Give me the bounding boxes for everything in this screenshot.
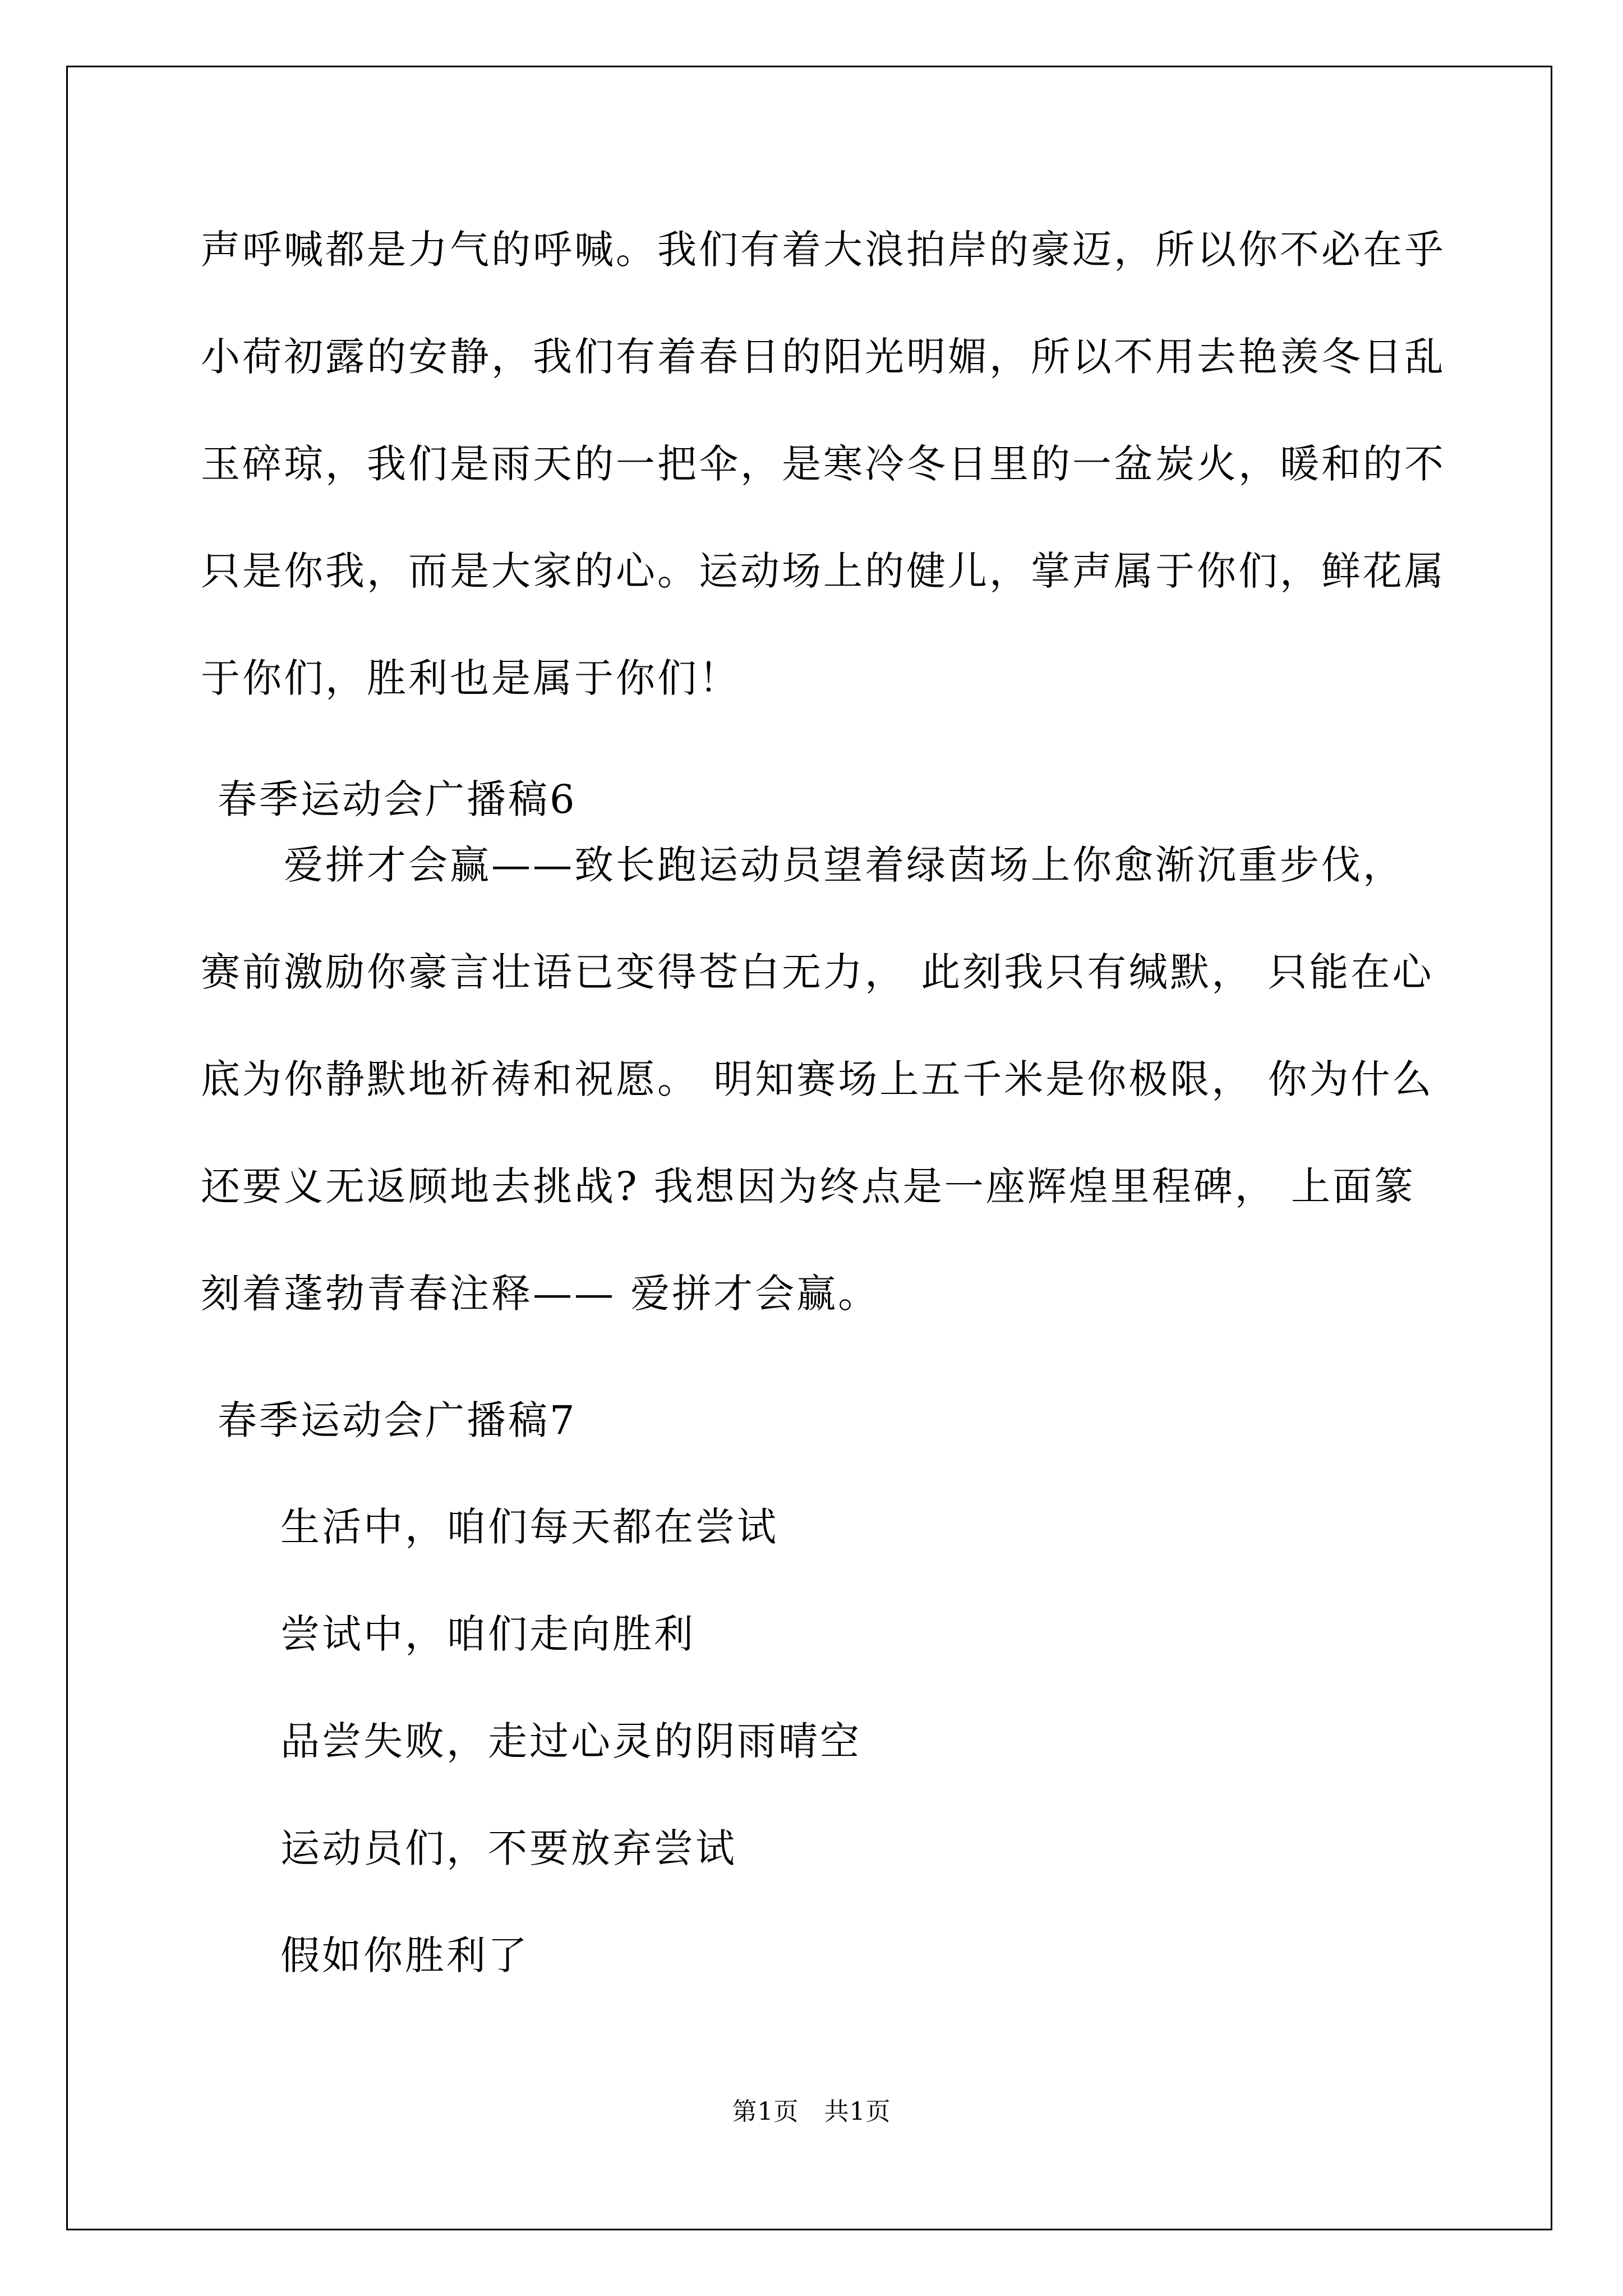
page-number-footer: 第1页 共1页 (732, 2097, 891, 2126)
text-line: 玉碎琼，我们是雨天的一把伞，是寒冷冬日里的一盆炭火，暖和的不 (201, 441, 1446, 487)
text-line: 赛前激励你豪言壮语已变得苍白无力， 此刻我只有缄默， 只能在心 (201, 949, 1434, 995)
poem-line: 品尝失败，走过心灵的阴雨晴空 (280, 1718, 861, 1764)
text-line: 还要义无返顾地去挑战? 我想因为终点是一座辉煌里程碑， 上面篆 (201, 1163, 1416, 1209)
poem-7 (280, 1474, 1514, 2009)
text-line: 爱拼才会赢——致长跑运动员望着绿茵场上你愈渐沉重步伐， (284, 842, 1404, 888)
text-line: 声呼喊都是力气的呼喊。我们有着大浪拍岸的豪迈，所以你不必在乎 (201, 227, 1446, 273)
poem-line: 假如你胜利了 (280, 1932, 529, 1978)
text-line: 刻着蓬勃青春注释—— 爱拼才会赢。 (201, 1271, 880, 1317)
paragraph-5-tail (201, 196, 1446, 732)
text-line: 底为你静默地祈祷和祝愿。 明知赛场上五千米是你极限， 你为什么 (201, 1056, 1434, 1102)
poem-line: 尝试中，咱们走向胜利 (280, 1611, 695, 1657)
poem-line: 运动员们，不要放弃尝试 (280, 1825, 737, 1871)
section-heading-6: 春季运动会广播稿6 (218, 776, 577, 822)
text-line: 于你们，胜利也是属于你们！ (201, 655, 740, 701)
section-heading-7: 春季运动会广播稿7 (218, 1397, 577, 1443)
text-line: 小荷初露的安静，我们有着春日的阳光明媚，所以不用去艳羡冬日乱 (201, 334, 1446, 380)
paragraph-6 (201, 812, 1435, 1347)
text-line: 只是你我，而是大家的心。运动场上的健儿，掌声属于你们，鲜花属 (201, 548, 1446, 594)
poem-line: 生活中，咱们每天都在尝试 (280, 1504, 778, 1550)
